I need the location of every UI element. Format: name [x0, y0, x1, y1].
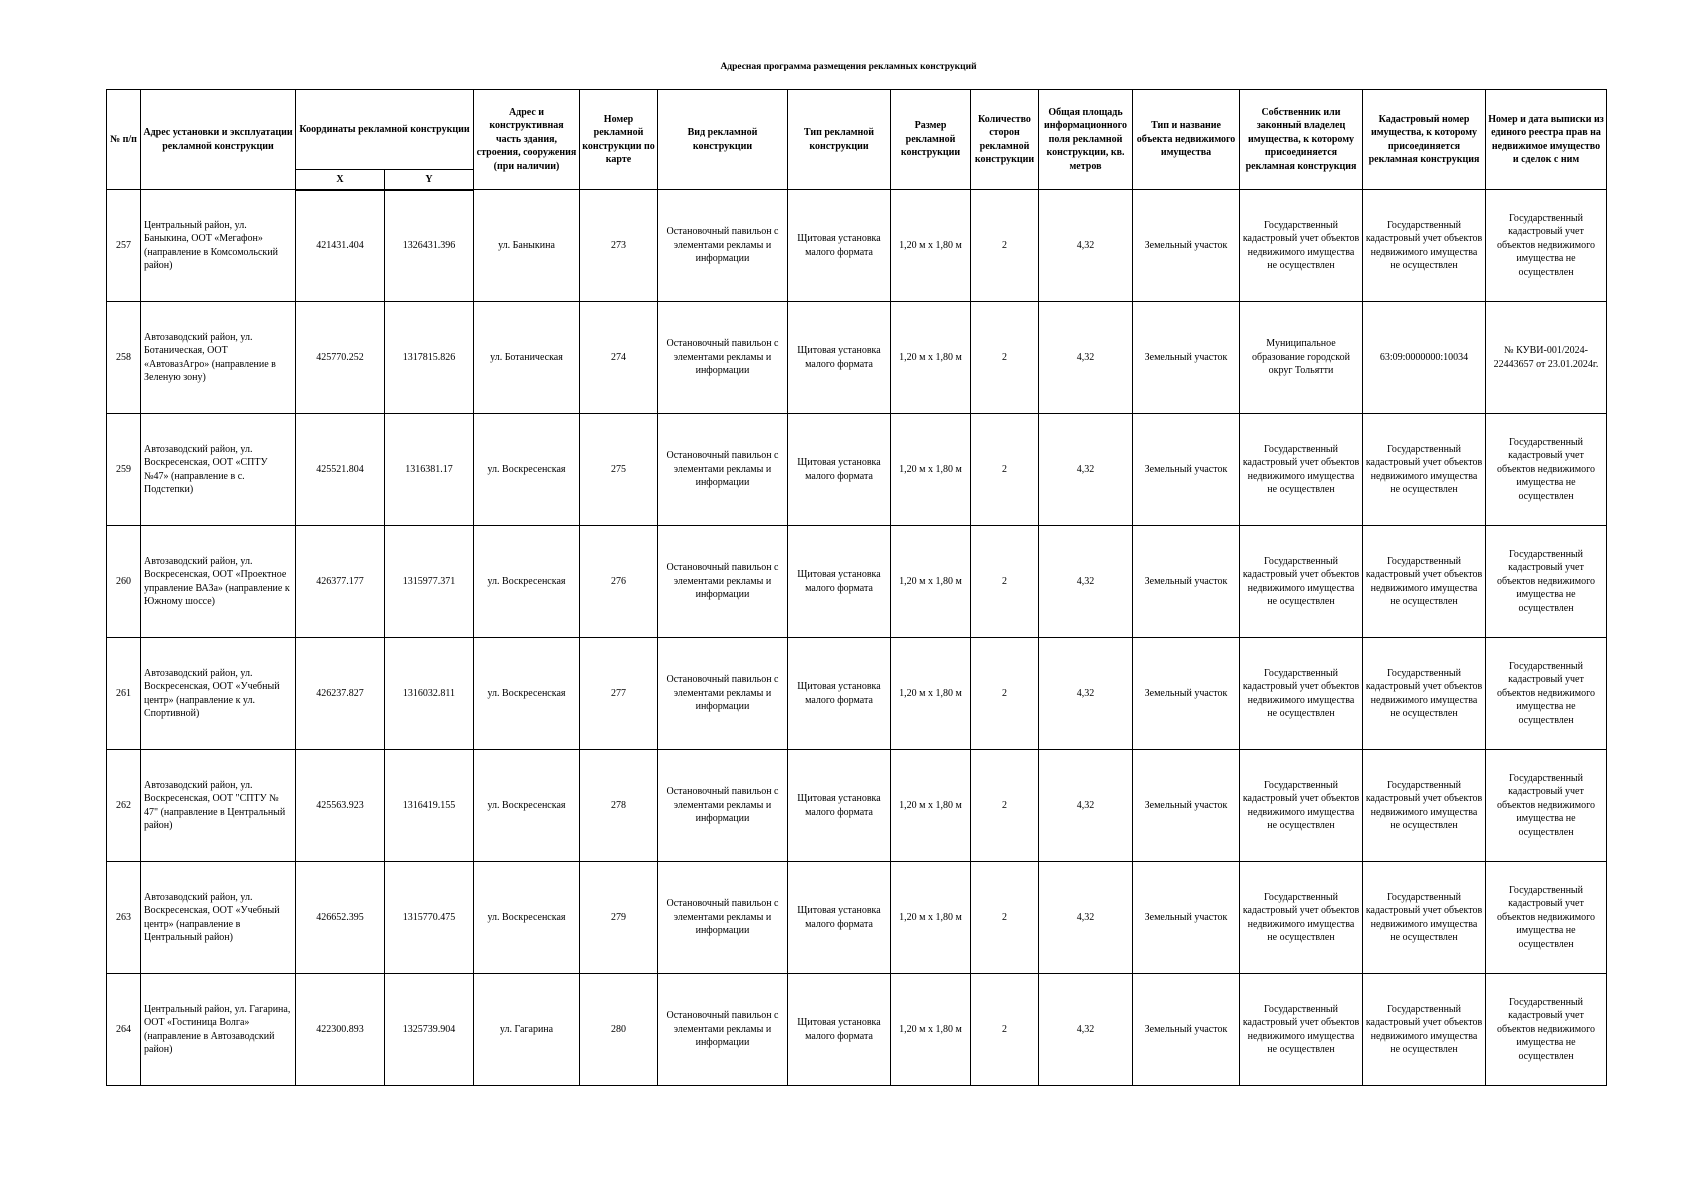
- header-row: [107, 90, 1607, 170]
- cell-address: Автозаводский район, ул. Ботаническая, ООТ «АвтовазАгро» (направление в Зеленую зону): [141, 302, 296, 414]
- cell-cadastral: Государственный кадастровый учет объектов недвижимого имущества не осуществлен: [1363, 974, 1486, 1086]
- cell-x: 426377.177: [296, 526, 385, 638]
- cell-map-num: 275: [580, 414, 658, 526]
- cell-sides: 2: [971, 302, 1039, 414]
- cell-object: Земельный участок: [1133, 862, 1240, 974]
- cell-owner: Муниципальное образование городской округ Тольятти: [1240, 302, 1363, 414]
- cell-area: 4,32: [1039, 974, 1133, 1086]
- cell-y: 1326431.396: [385, 190, 474, 302]
- cell-address: Автозаводский район, ул. Воскресенская, ООТ «СПТУ №47» (направление в с. Подстепки): [141, 414, 296, 526]
- cell-extract: Государственный кадастровый учет объектов недвижимого имущества не осуществлен: [1486, 638, 1607, 750]
- cell-size: 1,20 м х 1,80 м: [891, 750, 971, 862]
- header-address: Адрес установки и эксплуатации рекламной конструкции: [141, 90, 296, 190]
- cell-object: Земельный участок: [1133, 750, 1240, 862]
- cell-building: ул. Воскресенская: [474, 526, 580, 638]
- cell-x: 421431.404: [296, 190, 385, 302]
- cell-area: 4,32: [1039, 414, 1133, 526]
- cell-sides: 2: [971, 974, 1039, 1086]
- header-object: Тип и название объекта недвижимого имущества: [1133, 90, 1240, 190]
- cell-map-num: 280: [580, 974, 658, 1086]
- cell-num: 257: [107, 190, 141, 302]
- header-owner: Собственник или законный владелец имущества, к которому присоединяется рекламная конструкция: [1240, 90, 1363, 190]
- cell-address: Автозаводский район, ул. Воскресенская, ООТ «Проектное управление ВАЗа» (направление к Южному шоссе): [141, 526, 296, 638]
- cell-cadastral: Государственный кадастровый учет объектов недвижимого имущества не осуществлен: [1363, 526, 1486, 638]
- cell-num: 260: [107, 526, 141, 638]
- table-row: [107, 414, 1607, 526]
- cell-y: 1316032.811: [385, 638, 474, 750]
- cell-owner: Государственный кадастровый учет объектов недвижимого имущества не осуществлен: [1240, 862, 1363, 974]
- table-row: [107, 638, 1607, 750]
- cell-address: Автозаводский район, ул. Воскресенская, ООТ "СПТУ № 47" (направление в Центральный район): [141, 750, 296, 862]
- table-body: [107, 190, 1607, 1086]
- cell-object: Земельный участок: [1133, 414, 1240, 526]
- cell-object: Земельный участок: [1133, 190, 1240, 302]
- header-num: № п/п: [107, 90, 141, 190]
- cell-object: Земельный участок: [1133, 526, 1240, 638]
- table-row: [107, 190, 1607, 302]
- cell-cadastral: Государственный кадастровый учет объектов недвижимого имущества не осуществлен: [1363, 862, 1486, 974]
- cell-y: 1315977.371: [385, 526, 474, 638]
- header-type: Тип рекламной конструкции: [788, 90, 891, 190]
- cell-extract: Государственный кадастровый учет объектов недвижимого имущества не осуществлен: [1486, 750, 1607, 862]
- cell-cadastral: Государственный кадастровый учет объектов недвижимого имущества не осуществлен: [1363, 750, 1486, 862]
- cell-kind: Остановочный павильон с элементами рекламы и информации: [658, 526, 788, 638]
- cell-type: Щитовая установка малого формата: [788, 190, 891, 302]
- cell-x: 425521.804: [296, 414, 385, 526]
- cell-building: ул. Ботаническая: [474, 302, 580, 414]
- table-header: [107, 90, 1607, 190]
- cell-sides: 2: [971, 750, 1039, 862]
- cell-object: Земельный участок: [1133, 974, 1240, 1086]
- cell-building: ул. Гагарина: [474, 974, 580, 1086]
- table-row: [107, 302, 1607, 414]
- cell-map-num: 278: [580, 750, 658, 862]
- cell-size: 1,20 м х 1,80 м: [891, 526, 971, 638]
- cell-object: Земельный участок: [1133, 302, 1240, 414]
- header-coords: Координаты рекламной конструкции: [296, 90, 474, 170]
- cell-address: Центральный район, ул. Баныкина, ООТ «Мегафон» (направление в Комсомольский район): [141, 190, 296, 302]
- cell-kind: Остановочный павильон с элементами рекламы и информации: [658, 414, 788, 526]
- cell-kind: Остановочный павильон с элементами рекламы и информации: [658, 638, 788, 750]
- cell-sides: 2: [971, 526, 1039, 638]
- cell-sides: 2: [971, 414, 1039, 526]
- cell-building: ул. Воскресенская: [474, 750, 580, 862]
- header-extract: Номер и дата выписки из единого реестра прав на недвижимое имущество и сделок с ним: [1486, 90, 1607, 190]
- cell-size: 1,20 м х 1,80 м: [891, 974, 971, 1086]
- table-row: [107, 974, 1607, 1086]
- cell-extract: № КУВИ-001/2024-22443657 от 23.01.2024г.: [1486, 302, 1607, 414]
- cell-type: Щитовая установка малого формата: [788, 414, 891, 526]
- header-size: Размер рекламной конструкции: [891, 90, 971, 190]
- cell-type: Щитовая установка малого формата: [788, 862, 891, 974]
- header-sides: Количество сторон рекламной конструкции: [971, 90, 1039, 190]
- cell-map-num: 274: [580, 302, 658, 414]
- header-area: Общая площадь информационного поля рекламной конструкции, кв. метров: [1039, 90, 1133, 190]
- header-y: Y: [385, 170, 474, 190]
- cell-sides: 2: [971, 862, 1039, 974]
- cell-building: ул. Воскресенская: [474, 414, 580, 526]
- cell-area: 4,32: [1039, 638, 1133, 750]
- cell-y: 1317815.826: [385, 302, 474, 414]
- advertising-program-table: [106, 89, 1607, 1086]
- header-cadastral: Кадастровый номер имущества, к которому присоединяется рекламная конструкция: [1363, 90, 1486, 190]
- cell-size: 1,20 м х 1,80 м: [891, 414, 971, 526]
- cell-owner: Государственный кадастровый учет объектов недвижимого имущества не осуществлен: [1240, 974, 1363, 1086]
- cell-num: 261: [107, 638, 141, 750]
- cell-cadastral: Государственный кадастровый учет объектов недвижимого имущества не осуществлен: [1363, 190, 1486, 302]
- cell-area: 4,32: [1039, 190, 1133, 302]
- cell-kind: Остановочный павильон с элементами рекламы и информации: [658, 750, 788, 862]
- cell-cadastral: 63:09:0000000:10034: [1363, 302, 1486, 414]
- cell-kind: Остановочный павильон с элементами рекламы и информации: [658, 974, 788, 1086]
- cell-x: 425770.252: [296, 302, 385, 414]
- cell-num: 258: [107, 302, 141, 414]
- cell-address: Автозаводский район, ул. Воскресенская, ООТ «Учебный центр» (направление в Центральный район): [141, 862, 296, 974]
- cell-cadastral: Государственный кадастровый учет объектов недвижимого имущества не осуществлен: [1363, 638, 1486, 750]
- cell-y: 1325739.904: [385, 974, 474, 1086]
- cell-type: Щитовая установка малого формата: [788, 974, 891, 1086]
- cell-type: Щитовая установка малого формата: [788, 750, 891, 862]
- table-row: [107, 526, 1607, 638]
- cell-type: Щитовая установка малого формата: [788, 638, 891, 750]
- cell-num: 262: [107, 750, 141, 862]
- cell-owner: Государственный кадастровый учет объектов недвижимого имущества не осуществлен: [1240, 526, 1363, 638]
- cell-x: 426237.827: [296, 638, 385, 750]
- cell-owner: Государственный кадастровый учет объектов недвижимого имущества не осуществлен: [1240, 190, 1363, 302]
- cell-y: 1315770.475: [385, 862, 474, 974]
- cell-area: 4,32: [1039, 862, 1133, 974]
- cell-building: ул. Воскресенская: [474, 862, 580, 974]
- cell-address: Центральный район, ул. Гагарина, ООТ «Гостиница Волга» (направление в Автозаводский район): [141, 974, 296, 1086]
- table-row: [107, 750, 1607, 862]
- cell-kind: Остановочный павильон с элементами рекламы и информации: [658, 302, 788, 414]
- cell-area: 4,32: [1039, 302, 1133, 414]
- cell-area: 4,32: [1039, 750, 1133, 862]
- cell-x: 422300.893: [296, 974, 385, 1086]
- cell-owner: Государственный кадастровый учет объектов недвижимого имущества не осуществлен: [1240, 638, 1363, 750]
- cell-building: ул. Воскресенская: [474, 638, 580, 750]
- cell-num: 263: [107, 862, 141, 974]
- cell-building: ул. Баныкина: [474, 190, 580, 302]
- cell-size: 1,20 м х 1,80 м: [891, 190, 971, 302]
- cell-sides: 2: [971, 638, 1039, 750]
- cell-type: Щитовая установка малого формата: [788, 302, 891, 414]
- cell-type: Щитовая установка малого формата: [788, 526, 891, 638]
- cell-num: 259: [107, 414, 141, 526]
- cell-area: 4,32: [1039, 526, 1133, 638]
- cell-map-num: 279: [580, 862, 658, 974]
- cell-x: 425563.923: [296, 750, 385, 862]
- header-kind: Вид рекламной конструкции: [658, 90, 788, 190]
- cell-map-num: 273: [580, 190, 658, 302]
- cell-x: 426652.395: [296, 862, 385, 974]
- cell-y: 1316419.155: [385, 750, 474, 862]
- cell-extract: Государственный кадастровый учет объектов недвижимого имущества не осуществлен: [1486, 526, 1607, 638]
- header-x: X: [296, 170, 385, 190]
- cell-size: 1,20 м х 1,80 м: [891, 302, 971, 414]
- cell-extract: Государственный кадастровый учет объектов недвижимого имущества не осуществлен: [1486, 414, 1607, 526]
- cell-owner: Государственный кадастровый учет объектов недвижимого имущества не осуществлен: [1240, 414, 1363, 526]
- cell-extract: Государственный кадастровый учет объектов недвижимого имущества не осуществлен: [1486, 190, 1607, 302]
- cell-size: 1,20 м х 1,80 м: [891, 638, 971, 750]
- cell-num: 264: [107, 974, 141, 1086]
- cell-kind: Остановочный павильон с элементами рекламы и информации: [658, 862, 788, 974]
- cell-map-num: 277: [580, 638, 658, 750]
- cell-y: 1316381.17: [385, 414, 474, 526]
- document-title: Адресная программа размещения рекламных конструкций: [720, 62, 977, 72]
- cell-owner: Государственный кадастровый учет объектов недвижимого имущества не осуществлен: [1240, 750, 1363, 862]
- header-map-num: Номер рекламной конструкции по карте: [580, 90, 658, 190]
- cell-map-num: 276: [580, 526, 658, 638]
- cell-extract: Государственный кадастровый учет объектов недвижимого имущества не осуществлен: [1486, 862, 1607, 974]
- cell-kind: Остановочный павильон с элементами рекламы и информации: [658, 190, 788, 302]
- cell-extract: Государственный кадастровый учет объектов недвижимого имущества не осуществлен: [1486, 974, 1607, 1086]
- cell-object: Земельный участок: [1133, 638, 1240, 750]
- header-building: Адрес и конструктивная часть здания, строения, сооружения (при наличии): [474, 90, 580, 190]
- cell-cadastral: Государственный кадастровый учет объектов недвижимого имущества не осуществлен: [1363, 414, 1486, 526]
- cell-address: Автозаводский район, ул. Воскресенская, ООТ «Учебный центр» (направление к ул. Спортивной): [141, 638, 296, 750]
- table-row: [107, 862, 1607, 974]
- cell-size: 1,20 м х 1,80 м: [891, 862, 971, 974]
- cell-sides: 2: [971, 190, 1039, 302]
